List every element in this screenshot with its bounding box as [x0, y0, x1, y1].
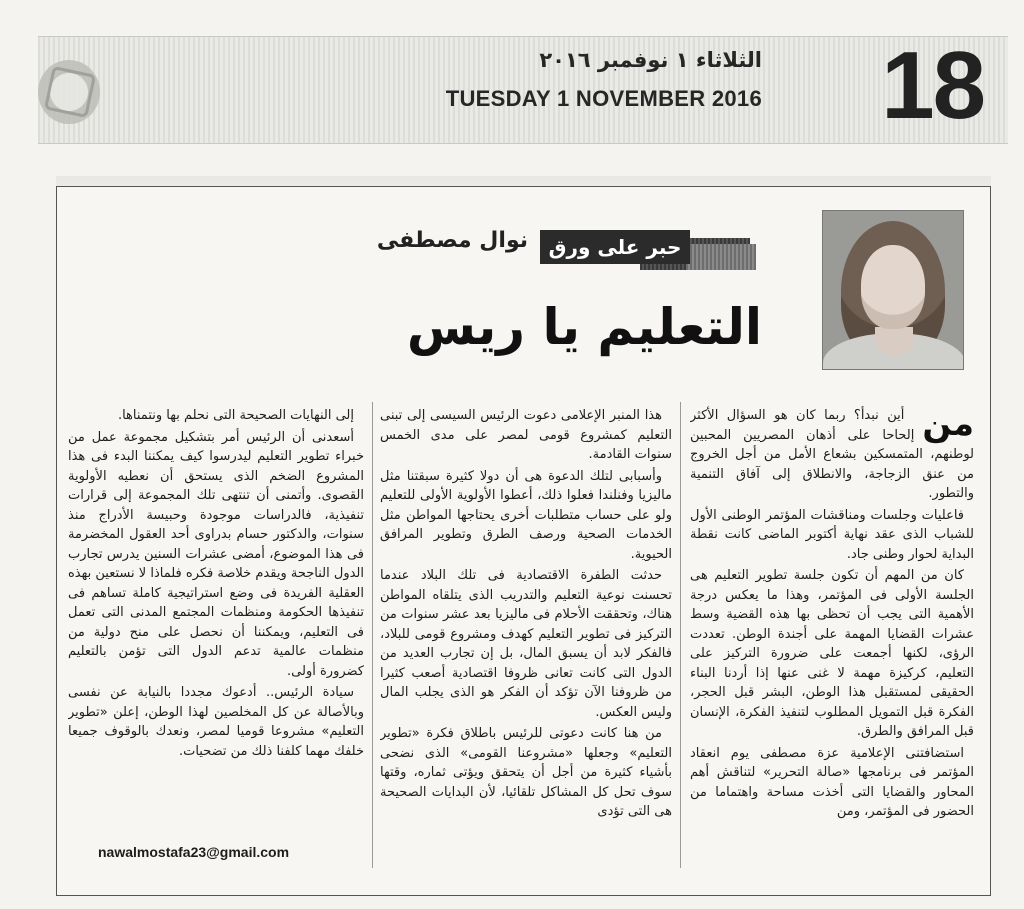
- author-photo: [822, 210, 964, 370]
- article-column-3: [68, 406, 364, 856]
- author-email: nawalmostafa23@gmail.com: [98, 844, 290, 860]
- date-arabic: الثلاثاء ١ نوفمبر ٢٠١٦: [539, 48, 762, 72]
- article-column-2: [380, 406, 672, 856]
- paragraph: من هنا كانت دعوتى للرئيس باطلاق فكرة «تطوير التعليم» وجعلها «مشروعنا القومى» الذى نضحى بأشياء كثيرة من أجل أن يتحقق ويؤتى ثماره، وقتها سوف تحل كل المشاكل تلقائيا، لأن البدايات الصحيحة هى التى تؤدى: [380, 726, 672, 819]
- paragraph: استضافتنى الإعلامية عزة مصطفى يوم انعقاد المؤتمر فى برنامجها «صالة التحرير» لتناقش أهم المحاور والقضايا التى أخذت مساحة واهتماما من الحضور فى المؤتمر، ومن: [690, 745, 974, 819]
- page-number: 18: [881, 32, 984, 139]
- logo-mark-icon: [44, 66, 96, 118]
- article-headline: التعليم يا ريس: [406, 298, 762, 356]
- paragraph: هذا المنبر الإعلامى دعوت الرئيس السيسى إلى تبنى التعليم كمشروع قومى لمصر على مدى الخمس سنوات القادمة.: [380, 408, 672, 462]
- paragraph: فاعليات وجلسات ومناقشات المؤتمر الوطنى الأول للشباب الذى عقد نهاية أكتوبر الماضى كانت نقطة البداية لحوار وطنى جاد.: [690, 507, 974, 562]
- drop-cap: من: [922, 406, 974, 444]
- paragraph: أسعدنى أن الرئيس أمر بتشكيل مجموعة عمل من خبراء تطوير التعليم ليدرسوا كيف يمكننا البدء فى هذا المشروع الضخم الذى يستحق أن نعطيه الأولوية القصوى. وأتمنى أن تنتهى تلك المجموعة إلى قرارات تنفيذية، فالدراسات موجودة وحبيسة الأدراج منذ سنوات، والدكتور حسام بدراوى أحد العقول المخضرمة فى هذا الموضوع، أمضى عشرات السنين يدرس تجارب الدول الناجحة ويقدم خلاصة فكره فلماذا لا نستعين بهذه العقلية الفريدة فى وضع استراتيجية كاملة تساهم فى تنفيذها الحكومة ومنظمات المجتمع المدنى التى تعمل فى التعليم، ويمكننا أن نحصل على منح دولية من منظمات عالمية تدعم الدول التى تؤمن بالتعليم كضرورة أولى.: [68, 429, 364, 679]
- column-divider: [680, 402, 681, 868]
- paragraph: كان من المهم أن تكون جلسة تطوير التعليم هى الجلسة الأولى فى المؤتمر، وهذا ما يعكس درجة الأهمية التى يجب أن تحظى بها هذه القضية وسط عشرات القضايا المهمة على أجندة الوطن. تعددت الرؤى، لكنها أجمعت على ضرورة التركيز على التعليم، كركيزة مهمة لا غنى عنها إذا أردنا البناء الحقيقى لمستقبل هذا الوطن، البشر قبل الحجر، الفكرة قبل التمويل المطلوب لتنفيذ الفكرة، الإنسان قبل المرافق والطرق.: [690, 568, 974, 739]
- paragraph: إلى النهايات الصحيحة التى نحلم بها ونتمناها.: [117, 408, 354, 423]
- paragraph: وأسبابى لتلك الدعوة هى أن دولا كثيرة سبقتنا مثل ماليزيا وفنلندا فعلوا ذلك، أعطوا الأولوية الأولى للتعليم ولو على حساب متطلبات أخرى يحتاجها المواطن مثل الخدمات الصحية ورصف الطرق وتطوير المرافق الحيوية.: [380, 468, 672, 562]
- photo-collar: [875, 327, 913, 355]
- column-divider: [372, 402, 373, 868]
- column-header-shadow: [686, 244, 756, 270]
- paragraph: أين نبدأ؟ ربما كان هو السؤال الأكثر إلحاحا على أذهان المصريين المحبين لوطنهم، المتمسكين بشعاع الأمل من أجل الخروج من عنق الزجاجة، والانطلاق إلى آفاق التنمية والتطور.: [690, 408, 974, 501]
- author-name: نوال مصطفى: [376, 228, 528, 253]
- paragraph: حدثت الطفرة الاقتصادية فى تلك البلاد عندما تحسنت نوعية التعليم والتدريب الذى يتلقاه المواطن هناك، وتحققت الأحلام فى ماليزيا بعد عشر سنوات من التركيز فى تطوير التعليم كهدف ومشروع قومى للبلاد، فالفكر لابد أن يسبق المال، بل إن تجارب العديد من الدول التى كانت تعانى ظروفا اقتصادية أصعب كثيرا من ظروفنا الآن تؤكد أن الفكر هو الذى يجلب المال وليس العكس.: [380, 568, 672, 720]
- article-column-1: [690, 406, 974, 856]
- paragraph: سيادة الرئيس.. أدعوك مجددا بالنيابة عن نفسى وبالأصالة عن كل المخلصين لهذا الوطن، إعلن «تطوير التعليم» مشروعا قوميا لمصر، ونعدك بالوقوف جميعا خلفك مهما كلفنا ذلك من تضحيات.: [68, 685, 364, 759]
- date-english: TUESDAY 1 NOVEMBER 2016: [445, 86, 762, 111]
- column-name: حبر على ورق: [540, 230, 690, 264]
- photo-face: [861, 245, 925, 329]
